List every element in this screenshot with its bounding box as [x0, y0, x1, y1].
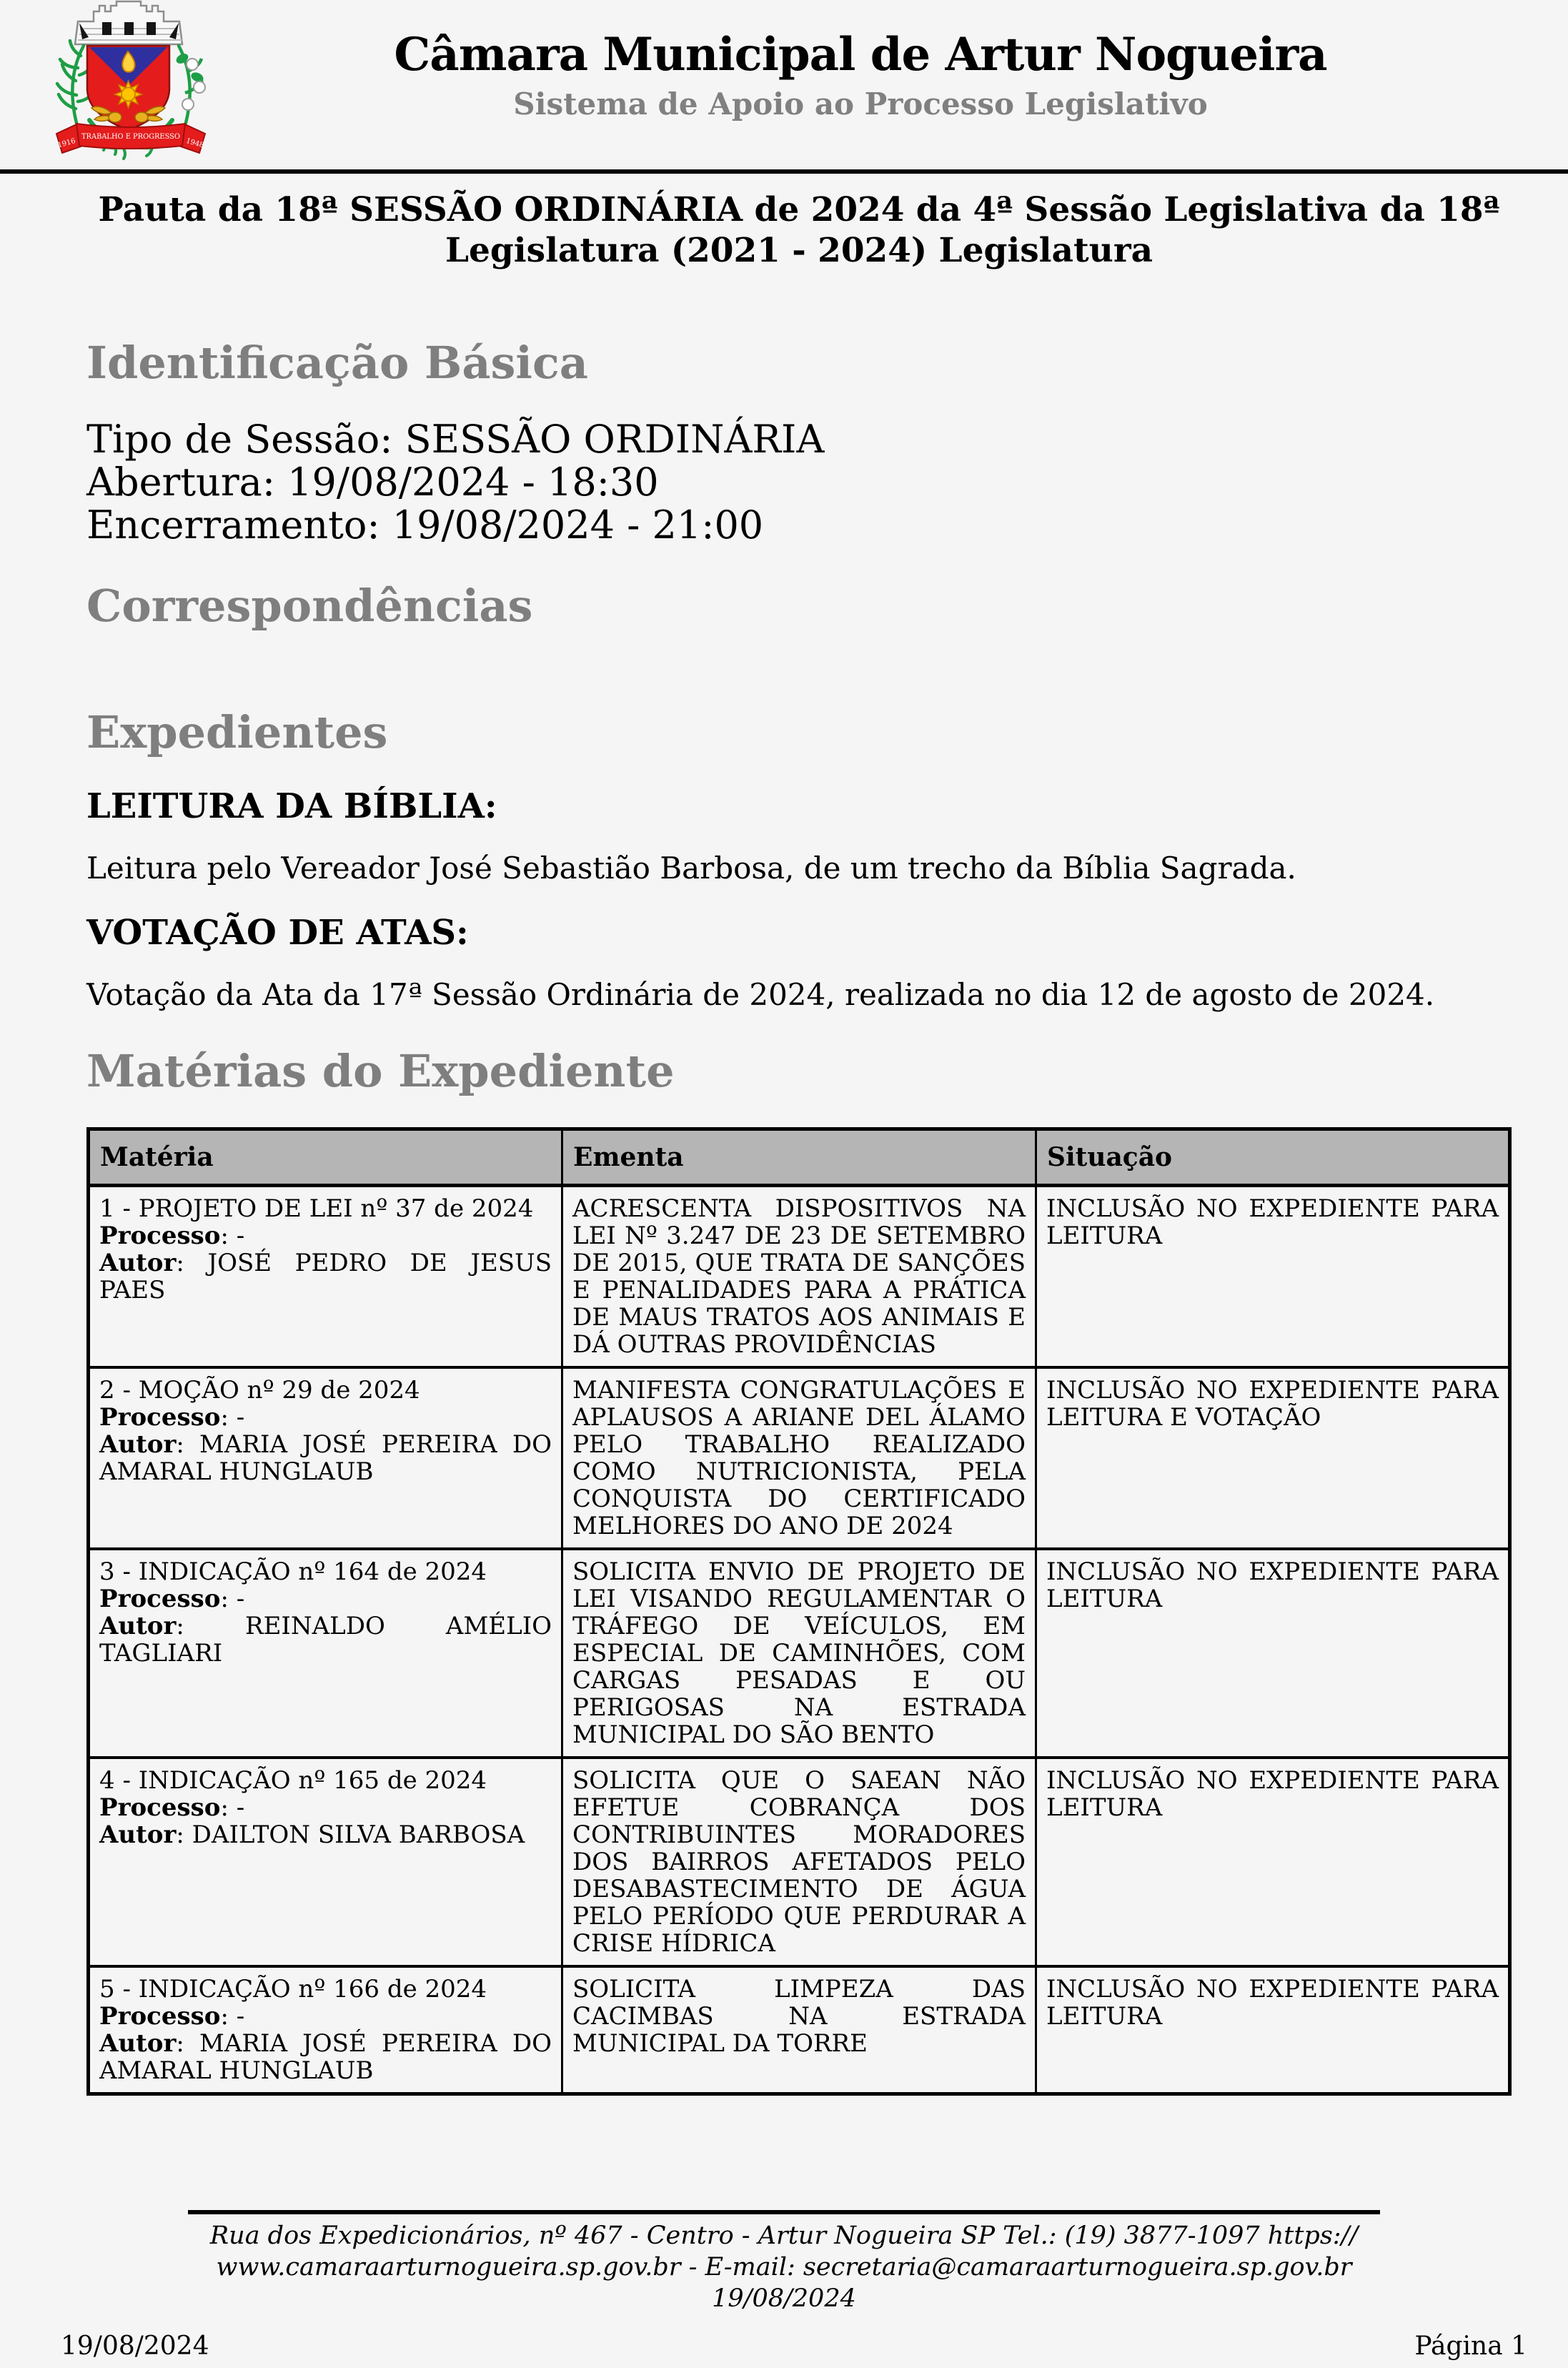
page-number: Página 1: [1414, 2332, 1527, 2361]
section-heading-materias: Matérias do Expediente: [86, 1045, 675, 1098]
system-subtitle: Sistema de Apoio ao Processo Legislativo: [513, 86, 1208, 122]
table-row: [89, 1185, 1510, 1367]
materia-processo: Processo: -: [99, 1402, 245, 1432]
document-title-line1: Pauta da 18ª SESSÃO ORDINÁRIA de 2024 da 4ª Sessão Legislativa da 18ª: [98, 190, 1500, 229]
materia-processo: Processo: -: [99, 1584, 245, 1613]
page-header: [0, 0, 1568, 169]
materia-processo: Processo: -: [99, 2001, 245, 2031]
ementa-cell: MANIFESTA CONGRATULAÇÕES E APLAUSOS A ARIANE DEL ÁLAMO PELO TRABALHO REALIZADO COMO NUTRICIONISTA, PELA CONQUISTA DO CERTIFICADO MELHORES DO ANO DE 2024: [562, 1367, 1036, 1549]
ementa-cell: SOLICITA QUE O SAEAN NÃO EFETUE COBRANÇA DOS CONTRIBUINTES MORADORES DOS BAIRROS AFETADOS PELO DESABASTECIMENTO DE ÁGUA PELO PERÍODO QUE PERDURAR A CRISE HÍDRICA: [562, 1758, 1036, 1966]
org-title: Câmara Municipal de Artur Nogueira: [394, 28, 1327, 81]
table-row: [89, 1966, 1510, 2094]
situacao-cell: INCLUSÃO NO EXPEDIENTE PARA LEITURA: [1036, 1185, 1510, 1367]
materia-autor: Autor: DAILTON SILVA BARBOSA: [99, 1820, 525, 1849]
section-heading-expedientes: Expedientes: [86, 705, 388, 758]
sun-icon: [115, 81, 142, 108]
footer-address-line1: Rua dos Expedicionários, nº 467 - Centro - Artur Nogueira SP Tel.: (19) 3877-1097 https://: [209, 2221, 1359, 2250]
footer-date: 19/08/2024: [712, 2284, 856, 2313]
situacao-cell: INCLUSÃO NO EXPEDIENTE PARA LEITURA: [1036, 1549, 1510, 1758]
footer-address-line2: www.camaraarturnogueira.sp.gov.br - E-mail: secretaria@camaraarturnogueira.sp.gov.br: [216, 2253, 1352, 2282]
materia-title: 1 - PROJETO DE LEI nº 37 de 2024: [99, 1194, 534, 1223]
materias-table: [86, 1127, 1512, 2096]
situacao-cell: INCLUSÃO NO EXPEDIENTE PARA LEITURA E VOTAÇÃO: [1036, 1367, 1510, 1549]
ribbon-motto: TRABALHO E PROGRESSO: [81, 132, 181, 141]
section-heading-identificacao: Identificação Básica: [86, 337, 588, 389]
table-row: [89, 1367, 1510, 1549]
header-divider-rule: [0, 169, 1568, 174]
ementa-cell: SOLICITA ENVIO DE PROJETO DE LEI VISANDO REGULAMENTAR O TRÁFEGO DE VEÍCULOS, EM ESPECIAL DE CAMINHÕES, COM CARGAS PESADAS E OU PERIGOSAS NA ESTRADA MUNICIPAL DO SÃO BENTO: [562, 1549, 1036, 1758]
column-header-ementa: Ementa: [562, 1129, 1036, 1185]
crown-icon: [75, 1, 182, 44]
session-open-line: Abertura: 19/08/2024 - 18:30: [86, 460, 659, 505]
column-header-situacao: Situação: [1036, 1129, 1510, 1185]
shield-icon: [87, 46, 169, 130]
materia-autor: Autor: REINALDO AMÉLIO TAGLIARI: [99, 1611, 552, 1668]
motto-ribbon: [56, 124, 205, 153]
ribbon-year-right: 1948: [184, 137, 205, 150]
situacao-cell: INCLUSÃO NO EXPEDIENTE PARA LEITURA: [1036, 1966, 1510, 2094]
page-footer: [0, 2210, 1568, 2368]
materia-title: 2 - MOÇÃO nº 29 de 2024: [99, 1375, 420, 1405]
expediente-item-title: LEITURA DA BÍBLIA:: [86, 786, 497, 827]
ribbon-year-left: 1916: [56, 137, 77, 150]
materia-cell: [89, 1185, 562, 1367]
materia-title: 4 - INDICAÇÃO nº 165 de 2024: [99, 1765, 487, 1795]
materia-cell: [89, 1758, 562, 1966]
materia-processo: Processo: -: [99, 1221, 245, 1250]
expediente-item-title: VOTAÇÃO DE ATAS:: [86, 913, 469, 953]
document-title: [86, 189, 1512, 271]
footer-divider-rule: [188, 2210, 1380, 2214]
footer-address-block: [0, 2220, 1568, 2314]
coat-of-arms-logo: [52, 0, 209, 167]
expediente-item-text: Leitura pelo Vereador José Sebastião Barbosa, de um trecho da Bíblia Sagrada.: [86, 851, 1296, 886]
header-text-block: [209, 0, 1512, 122]
table-header-row: [89, 1129, 1510, 1185]
section-heading-correspondencias: Correspondências: [86, 580, 533, 633]
right-plant-icon: [174, 46, 205, 123]
ementa-cell: ACRESCENTA DISPOSITIVOS NA LEI Nº 3.247 DE 23 DE SETEMBRO DE 2015, QUE TRATA DE SANÇÕES E PENALIDADES PARA A PRÁTICA DE MAUS TRATOS AOS ANIMAIS E DÁ OUTRAS PROVIDÊNCIAS: [562, 1185, 1036, 1367]
materia-title: 3 - INDICAÇÃO nº 164 de 2024: [99, 1557, 487, 1586]
session-type-line: Tipo de Sessão: SESSÃO ORDINÁRIA: [86, 417, 825, 462]
materia-cell: [89, 1549, 562, 1758]
materia-autor: Autor: JOSÉ PEDRO DE JESUS PAES: [99, 1248, 552, 1304]
materia-autor: Autor: MARIA JOSÉ PEREIRA DO AMARAL HUNGLAUB: [99, 2028, 552, 2085]
table-row: [89, 1758, 1510, 1966]
identificacao-details: [86, 418, 1512, 547]
document-title-line2: Legislatura (2021 - 2024) Legislatura: [445, 231, 1153, 270]
print-date: 19/08/2024: [61, 2332, 209, 2361]
session-close-line: Encerramento: 19/08/2024 - 21:00: [86, 502, 764, 548]
materia-cell: [89, 1966, 562, 2094]
materia-processo: Processo: -: [99, 1793, 245, 1822]
situacao-cell: INCLUSÃO NO EXPEDIENTE PARA LEITURA: [1036, 1758, 1510, 1966]
materia-title: 5 - INDICAÇÃO nº 166 de 2024: [99, 1974, 487, 2003]
ementa-cell: SOLICITA LIMPEZA DAS CACIMBAS NA ESTRADA MUNICIPAL DA TORRE: [562, 1966, 1036, 2094]
expediente-item-text: Votação da Ata da 17ª Sessão Ordinária de 2024, realizada no dia 12 de agosto de 2024.: [86, 977, 1435, 1013]
bottom-strip: [0, 2332, 1568, 2368]
table-row: [89, 1549, 1510, 1758]
materia-autor: Autor: MARIA JOSÉ PEREIRA DO AMARAL HUNGLAUB: [99, 1430, 552, 1486]
column-header-materia: Matéria: [89, 1129, 562, 1185]
materia-cell: [89, 1367, 562, 1549]
